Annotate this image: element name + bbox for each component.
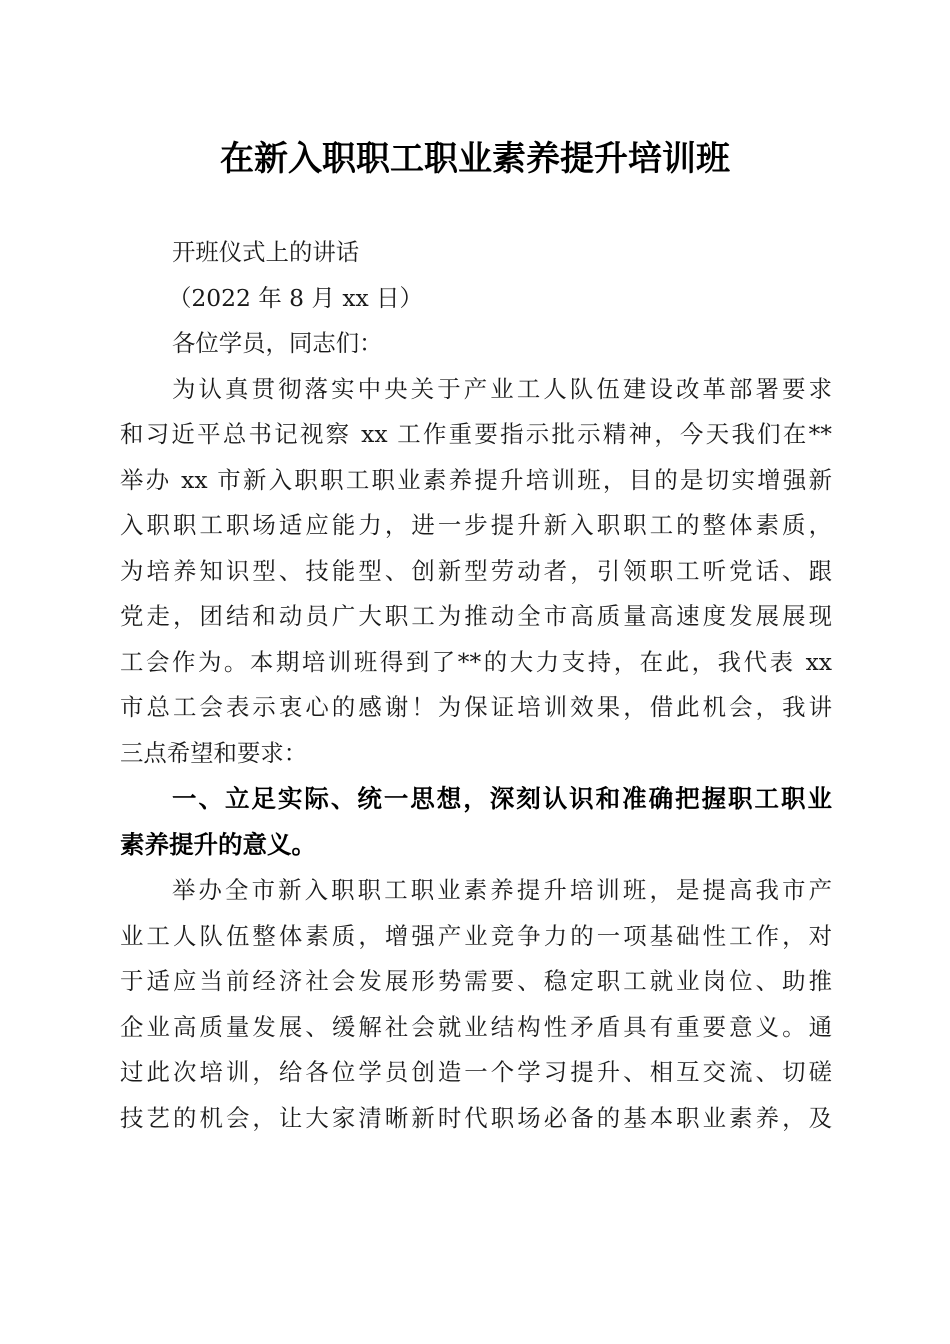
- heading-line: 素养提升的意义。: [120, 830, 316, 859]
- document-body: [120, 230, 832, 1141]
- paragraph-line: 举办全市新入职职工职业素养提升培训班，是提高我市产: [172, 876, 832, 904]
- paragraph-line: 党走，团结和动员广大职工为推动全市高质量高速度发展展现: [120, 602, 832, 630]
- document-title: 在新入职职工职业素养提升培训班: [220, 139, 730, 179]
- paragraph-line: 为培养知识型、技能型、创新型劳动者，引领职工听党话、跟: [120, 556, 832, 585]
- paragraph-line: 工会作为。本期培训班得到了**的大力支持，在此，我代表 xx: [120, 647, 832, 676]
- paragraph-line: 举办 xx 市新入职职工职业素养提升培训班，目的是切实增强新: [120, 465, 832, 494]
- paragraph-line: 技艺的机会，让大家清晰新时代职场必备的基本职业素养，及: [120, 1103, 832, 1132]
- salutation-line: 各位学员，同志们：: [172, 329, 383, 357]
- paragraph-line: 过此次培训，给各位学员创造一个学习提升、相互交流、切磋: [120, 1058, 832, 1086]
- paragraph-line: 市总工会表示衷心的感谢！为保证培训效果，借此机会，我讲: [120, 693, 832, 721]
- paragraph-line: 企业高质量发展、缓解社会就业结构性矛盾具有重要意义。通: [120, 1012, 832, 1041]
- subtitle-line: 开班仪式上的讲话: [172, 238, 360, 266]
- paragraph-line: 业工人队伍整体素质，增强产业竞争力的一项基础性工作，对: [120, 921, 832, 950]
- paragraph-line: 三点希望和要求：: [120, 738, 308, 767]
- paragraph-line: 入职职工职场适应能力，进一步提升新入职职工的整体素质，: [120, 511, 832, 539]
- paragraph-1: [120, 367, 832, 777]
- paragraph-2: [120, 868, 832, 1141]
- paragraph-line: 为认真贯彻落实中央关于产业工人队伍建设改革部署要求: [172, 374, 832, 403]
- heading-line: 一、立足实际、统一思想，深刻认识和准确把握职工职业: [172, 784, 832, 813]
- paragraph-line: 于适应当前经济社会发展形势需要、稳定职工就业岗位、助推: [120, 967, 832, 995]
- date-line: （2022 年 8 月 xx 日）: [168, 283, 423, 312]
- paragraph-line: 和习近平总书记视察 xx 工作重要指示批示精神，今天我们在**: [120, 420, 832, 448]
- section-heading-1: [120, 776, 832, 868]
